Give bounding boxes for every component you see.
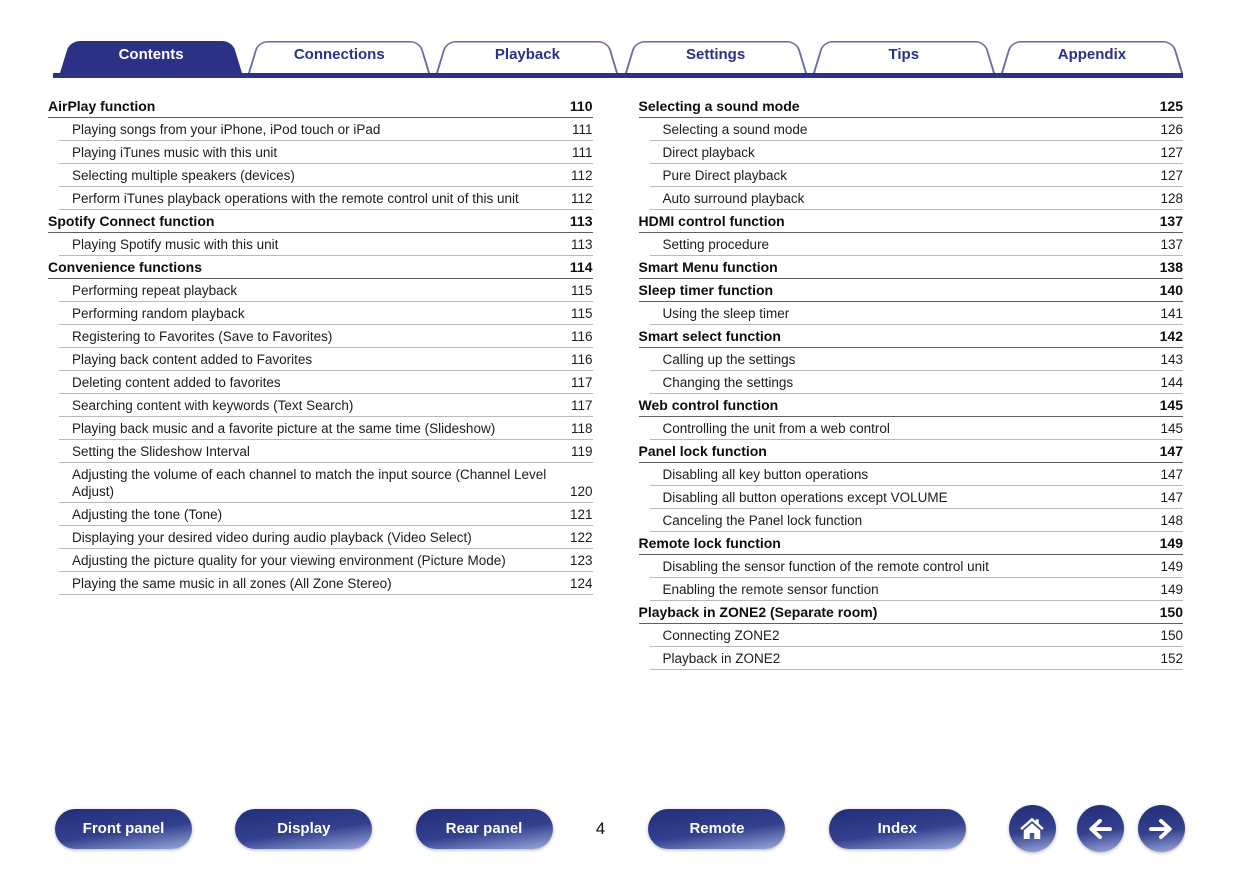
toc-entry-page: 111 (571, 122, 593, 137)
toc-entry[interactable] (59, 302, 593, 325)
toc-entry-title: Playing back content added to Favorites (72, 352, 313, 367)
toc-entry-page: 137 (1160, 237, 1183, 252)
toc-section-page: 125 (1159, 98, 1183, 114)
toc-section-page: 113 (569, 213, 593, 229)
toc-section-page: 145 (1159, 397, 1183, 413)
toc-entry-title: Playing iTunes music with this unit (72, 145, 278, 160)
toc-section[interactable] (639, 279, 1184, 302)
toc-column-right (639, 95, 1184, 670)
toc-section-title: Web control function (638, 397, 779, 413)
toc-entry-title: Direct playback (662, 145, 755, 160)
toc-entry[interactable] (59, 463, 593, 503)
toc-entry[interactable] (59, 394, 593, 417)
toc-entry-title: Deleting content added to favorites (72, 375, 281, 390)
toc-entry[interactable] (650, 624, 1184, 647)
tab-playback[interactable] (436, 37, 618, 73)
toc-entry[interactable] (59, 164, 593, 187)
toc-entry-page: 115 (570, 283, 593, 298)
toc-section[interactable] (639, 394, 1184, 417)
toc-entry-page: 113 (570, 237, 593, 252)
toc-section-page: 142 (1159, 328, 1183, 344)
toc-entry-title: Performing random playback (72, 306, 245, 321)
toc-entry-title: Selecting multiple speakers (devices) (72, 168, 295, 183)
arrow-left-icon (1085, 814, 1115, 844)
remote-button[interactable]: Remote (648, 809, 785, 849)
toc-entry-title: Controlling the unit from a web control (662, 421, 890, 436)
toc-entry-title: Displaying your desired video during audio playback (Video Select) (72, 530, 472, 545)
tab-label: Appendix (1057, 46, 1127, 63)
tab-bar (0, 0, 1240, 78)
toc-entry-title: Connecting ZONE2 (662, 628, 780, 643)
front-panel-button[interactable]: Front panel (55, 809, 192, 849)
toc-entry[interactable] (59, 233, 593, 256)
index-button[interactable]: Index (829, 809, 966, 849)
toc-section-title: Sleep timer function (638, 282, 774, 298)
toc-entry-page: 111 (571, 145, 593, 160)
toc-section-page: 110 (569, 98, 593, 114)
toc-section-title: Selecting a sound mode (638, 98, 800, 114)
footer-nav (0, 805, 1240, 852)
toc-entry[interactable] (650, 141, 1184, 164)
tab-label: Playback (494, 46, 560, 63)
toc-entry-page: 128 (1160, 191, 1183, 206)
toc-column-left (48, 95, 593, 670)
toc-entry-title: Auto surround playback (662, 191, 805, 206)
toc-entry[interactable] (59, 417, 593, 440)
tab-label: Connections (293, 46, 385, 63)
toc-entry-title: Selecting a sound mode (662, 122, 808, 137)
toc-entry[interactable] (59, 118, 593, 141)
toc-entry-title: Disabling all button operations except VOLUME (662, 490, 948, 505)
toc-section[interactable] (639, 256, 1184, 279)
toc-entry[interactable] (59, 503, 593, 526)
toc-entry-title: Playing the same music in all zones (All Zone Stereo) (72, 576, 392, 591)
toc-entry[interactable] (650, 555, 1184, 578)
toc-entry[interactable] (59, 325, 593, 348)
toc-entry-title: Canceling the Panel lock function (662, 513, 863, 528)
toc-entry[interactable] (59, 141, 593, 164)
toc-entry-page: 117 (570, 398, 593, 413)
toc-section-page: 140 (1159, 282, 1183, 298)
toc-entry[interactable] (59, 187, 593, 210)
toc-entry-page: 152 (1160, 651, 1183, 666)
forward-button[interactable] (1138, 805, 1185, 852)
toc-section-title: Panel lock function (638, 443, 767, 459)
toc-entry-title: Setting procedure (662, 237, 770, 252)
toc-entry-page: 149 (1160, 559, 1183, 574)
toc-entry-page: 116 (570, 329, 593, 344)
toc-entry[interactable] (650, 371, 1184, 394)
page-number: 4 (595, 818, 606, 838)
toc-entry[interactable] (650, 647, 1184, 670)
toc-entry-title: Adjusting the picture quality for your viewing environment (Picture Mode) (72, 553, 506, 568)
tab-strip (60, 37, 1183, 73)
toc-entry[interactable] (650, 164, 1184, 187)
toc-entry-page: 141 (1160, 306, 1183, 321)
toc-entry[interactable] (59, 348, 593, 371)
tab-appendix[interactable] (1001, 37, 1183, 73)
table-of-contents (0, 78, 1240, 670)
toc-entry-title: Playing Spotify music with this unit (72, 237, 279, 252)
toc-section[interactable] (639, 95, 1184, 118)
toc-entry-title: Playing back music and a favorite picture at the same time (Slideshow) (72, 421, 496, 436)
toc-entry-page: 147 (1160, 467, 1183, 482)
tab-tips[interactable] (813, 37, 995, 73)
toc-entry-page: 122 (569, 530, 593, 545)
toc-entry-title: Performing repeat playback (72, 283, 238, 298)
toc-section-page: 137 (1159, 213, 1183, 229)
toc-section[interactable] (639, 601, 1184, 624)
toc-section[interactable] (639, 532, 1184, 555)
toc-entry[interactable] (59, 549, 593, 572)
toc-entry[interactable] (650, 233, 1184, 256)
home-icon (1017, 814, 1047, 844)
toc-entry[interactable] (650, 578, 1184, 601)
toc-entry-title: Adjusting the volume of each channel to match the input source (Channel Level Adjust) (72, 467, 547, 499)
toc-section[interactable] (48, 256, 593, 279)
toc-section-title: AirPlay function (48, 98, 156, 114)
toc-entry-title: Searching content with keywords (Text Search) (72, 398, 354, 413)
tab-contents[interactable] (60, 37, 242, 73)
toc-section[interactable] (48, 95, 593, 118)
toc-entry-title: Disabling the sensor function of the remote control unit (662, 559, 989, 574)
arrow-right-icon (1146, 814, 1176, 844)
toc-entry-page: 145 (1160, 421, 1183, 436)
toc-entry-title: Registering to Favorites (Save to Favorites) (72, 329, 333, 344)
toc-entry-page: 117 (570, 375, 593, 390)
toc-section[interactable] (639, 440, 1184, 463)
back-button[interactable] (1077, 805, 1124, 852)
toc-entry[interactable] (650, 187, 1184, 210)
toc-entry-page: 112 (570, 168, 593, 183)
toc-entry-page: 127 (1160, 168, 1183, 183)
toc-section-page: 114 (569, 259, 593, 275)
toc-section[interactable] (639, 325, 1184, 348)
toc-entry-page: 144 (1160, 375, 1183, 390)
toc-section-title: Playback in ZONE2 (Separate room) (638, 604, 878, 620)
toc-section-title: Convenience functions (48, 259, 203, 275)
toc-entry-page: 143 (1160, 352, 1183, 367)
toc-entry[interactable] (650, 348, 1184, 371)
toc-entry-title: Calling up the settings (662, 352, 796, 367)
rear-panel-button[interactable]: Rear panel (416, 809, 553, 849)
toc-section-title: Smart Menu function (638, 259, 778, 275)
toc-entry[interactable] (59, 572, 593, 595)
toc-section-title: Spotify Connect function (48, 213, 215, 229)
toc-entry-page: 118 (570, 421, 593, 436)
toc-entry-page: 120 (569, 484, 593, 499)
toc-entry[interactable] (59, 526, 593, 549)
toc-entry-page: 147 (1160, 490, 1183, 505)
tab-label: Tips (888, 46, 920, 63)
toc-entry-page: 119 (570, 444, 593, 459)
tab-label: Settings (686, 46, 746, 63)
toc-entry-title: Using the sleep timer (662, 306, 790, 321)
tab-settings[interactable] (625, 37, 807, 73)
toc-entry-title: Adjusting the tone (Tone) (72, 507, 223, 522)
toc-section-page: 149 (1159, 535, 1183, 551)
toc-section-title: Remote lock function (638, 535, 781, 551)
toc-entry-title: Pure Direct playback (662, 168, 788, 183)
toc-entry-title: Enabling the remote sensor function (662, 582, 879, 597)
nav-icon-group (1009, 805, 1185, 852)
toc-entry[interactable] (59, 371, 593, 394)
toc-entry-title: Disabling all key button operations (662, 467, 869, 482)
toc-entry[interactable] (650, 118, 1184, 141)
toc-entry[interactable] (650, 486, 1184, 509)
toc-entry-page: 150 (1160, 628, 1183, 643)
toc-entry-page: 148 (1160, 513, 1183, 528)
toc-entry-page: 112 (570, 191, 593, 206)
toc-entry[interactable] (650, 509, 1184, 532)
toc-entry-title: Setting the Slideshow Interval (72, 444, 250, 459)
toc-entry-title: Perform iTunes playback operations with the remote control unit of this unit (72, 191, 519, 206)
toc-entry[interactable] (650, 417, 1184, 440)
toc-entry-title: Changing the settings (662, 375, 794, 390)
toc-entry-page: 116 (570, 352, 593, 367)
toc-entry-title: Playback in ZONE2 (662, 651, 781, 666)
toc-section-title: Smart select function (638, 328, 781, 344)
toc-entry[interactable] (59, 279, 593, 302)
toc-entry-page: 124 (569, 576, 593, 591)
display-button[interactable]: Display (235, 809, 372, 849)
toc-section-page: 138 (1159, 259, 1183, 275)
toc-entry[interactable] (650, 463, 1184, 486)
tab-label: Contents (118, 46, 184, 63)
toc-section-page: 150 (1159, 604, 1183, 620)
toc-entry-page: 115 (570, 306, 593, 321)
toc-entry-page: 126 (1160, 122, 1183, 137)
toc-entry-page: 123 (569, 553, 593, 568)
toc-entry-page: 127 (1160, 145, 1183, 160)
toc-section[interactable] (639, 210, 1184, 233)
home-button[interactable] (1009, 805, 1056, 852)
tab-connections[interactable] (248, 37, 430, 73)
toc-section-title: HDMI control function (638, 213, 785, 229)
toc-section[interactable] (48, 210, 593, 233)
toc-entry-page: 149 (1160, 582, 1183, 597)
toc-entry-title: Playing songs from your iPhone, iPod touch or iPad (72, 122, 381, 137)
toc-entry-page: 121 (569, 507, 593, 522)
toc-entry[interactable] (650, 302, 1184, 325)
toc-section-page: 147 (1159, 443, 1183, 459)
toc-entry[interactable] (59, 440, 593, 463)
